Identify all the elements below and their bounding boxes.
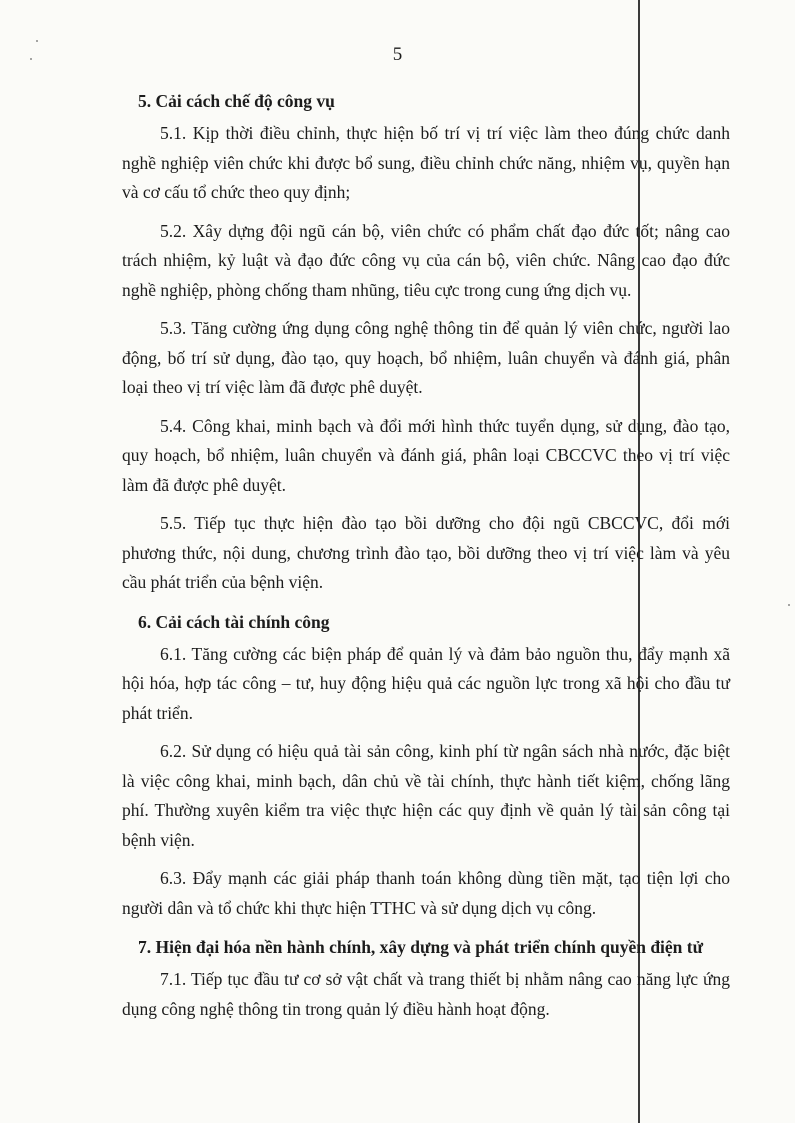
paragraph: 7.1. Tiếp tục đầu tư cơ sở vật chất và trang thiết bị nhằm nâng cao năng lực ứng dụng công nghệ thông tin trong quản lý điều hành hoạt động.: [122, 969, 730, 1019]
section: [122, 86, 730, 598]
page-number: 5: [392, 44, 403, 65]
document-body: [122, 86, 730, 1033]
scan-speck: [36, 40, 38, 42]
paragraph: 5.2. Xây dựng đội ngũ cán bộ, viên chức có phẩm chất đạo đức tốt; nâng cao trách nhiệm, kỷ luật và đạo đức công vụ của cán bộ, viên chức. Nâng cao đạo đức nghề nghiệp, phòng chống tham nhũng, tiêu cực trong cung ứng dịch vụ.: [122, 220, 730, 300]
section: [122, 607, 730, 924]
paragraph: 6.3. Đẩy mạnh các giải pháp thanh toán không dùng tiền mặt, tạo tiện lợi cho người dân và tổ chức khi thực hiện TTHC và sử dụng dịch vụ công.: [122, 868, 730, 918]
paragraph: 5.4. Công khai, minh bạch và đổi mới hình thức tuyển dụng, sử dụng, đào tạo, quy hoạch, bổ nhiệm, luân chuyển và đánh giá, phân loại CBCCVC theo vị trí việc làm đã được phê duyệt.: [122, 415, 730, 495]
scan-speck: [788, 604, 790, 606]
section-heading: 5. Cải cách chế độ công vụ: [138, 91, 335, 111]
section-heading: 6. Cải cách tài chính công: [138, 611, 330, 632]
paragraph: 6.2. Sử dụng có hiệu quả tài sản công, kinh phí từ ngân sách nhà nước, đặc biệt là việc công khai, minh bạch, dân chủ về tài chính, thực hành tiết kiệm, chống lãng phí. Thường xuyên kiểm tra việc thực hiện các quy định về quản lý tài sản công tại bệnh viện.: [122, 741, 730, 850]
paragraph: 5.3. Tăng cường ứng dụng công nghệ thông tin để quản lý viên chức, người lao động, bố trí sử dụng, đào tạo, quy hoạch, bổ nhiệm, luân chuyển và đánh giá, phân loại theo vị trí việc làm đã được phê duyệt.: [122, 318, 730, 397]
paragraph: 5.5. Tiếp tục thực hiện đào tạo bồi dưỡng cho đội ngũ CBCCVC, đổi mới phương thức, nội dung, chương trình đào tạo, bồi dưỡng theo vị trí việc làm và yêu cầu phát triển của bệnh viện.: [122, 513, 730, 592]
section-heading: 7. Hiện đại hóa nền hành chính, xây dựng và phát triển chính quyền điện tử: [138, 937, 704, 957]
section: [122, 932, 730, 1024]
paragraph: 5.1. Kịp thời điều chỉnh, thực hiện bố trí vị trí việc làm theo đúng chức danh nghề nghiệp viên chức khi được bổ sung, điều chỉnh chức năng, nhiệm vụ, quyền hạn và cơ cấu tổ chức theo quy định;: [122, 123, 730, 202]
paragraph: 6.1. Tăng cường các biện pháp để quản lý và đảm bảo nguồn thu, đẩy mạnh xã hội hóa, hợp tác công – tư, huy động hiệu quả các nguồn lực trong xã hội cho đầu tư phát triển.: [122, 643, 730, 723]
